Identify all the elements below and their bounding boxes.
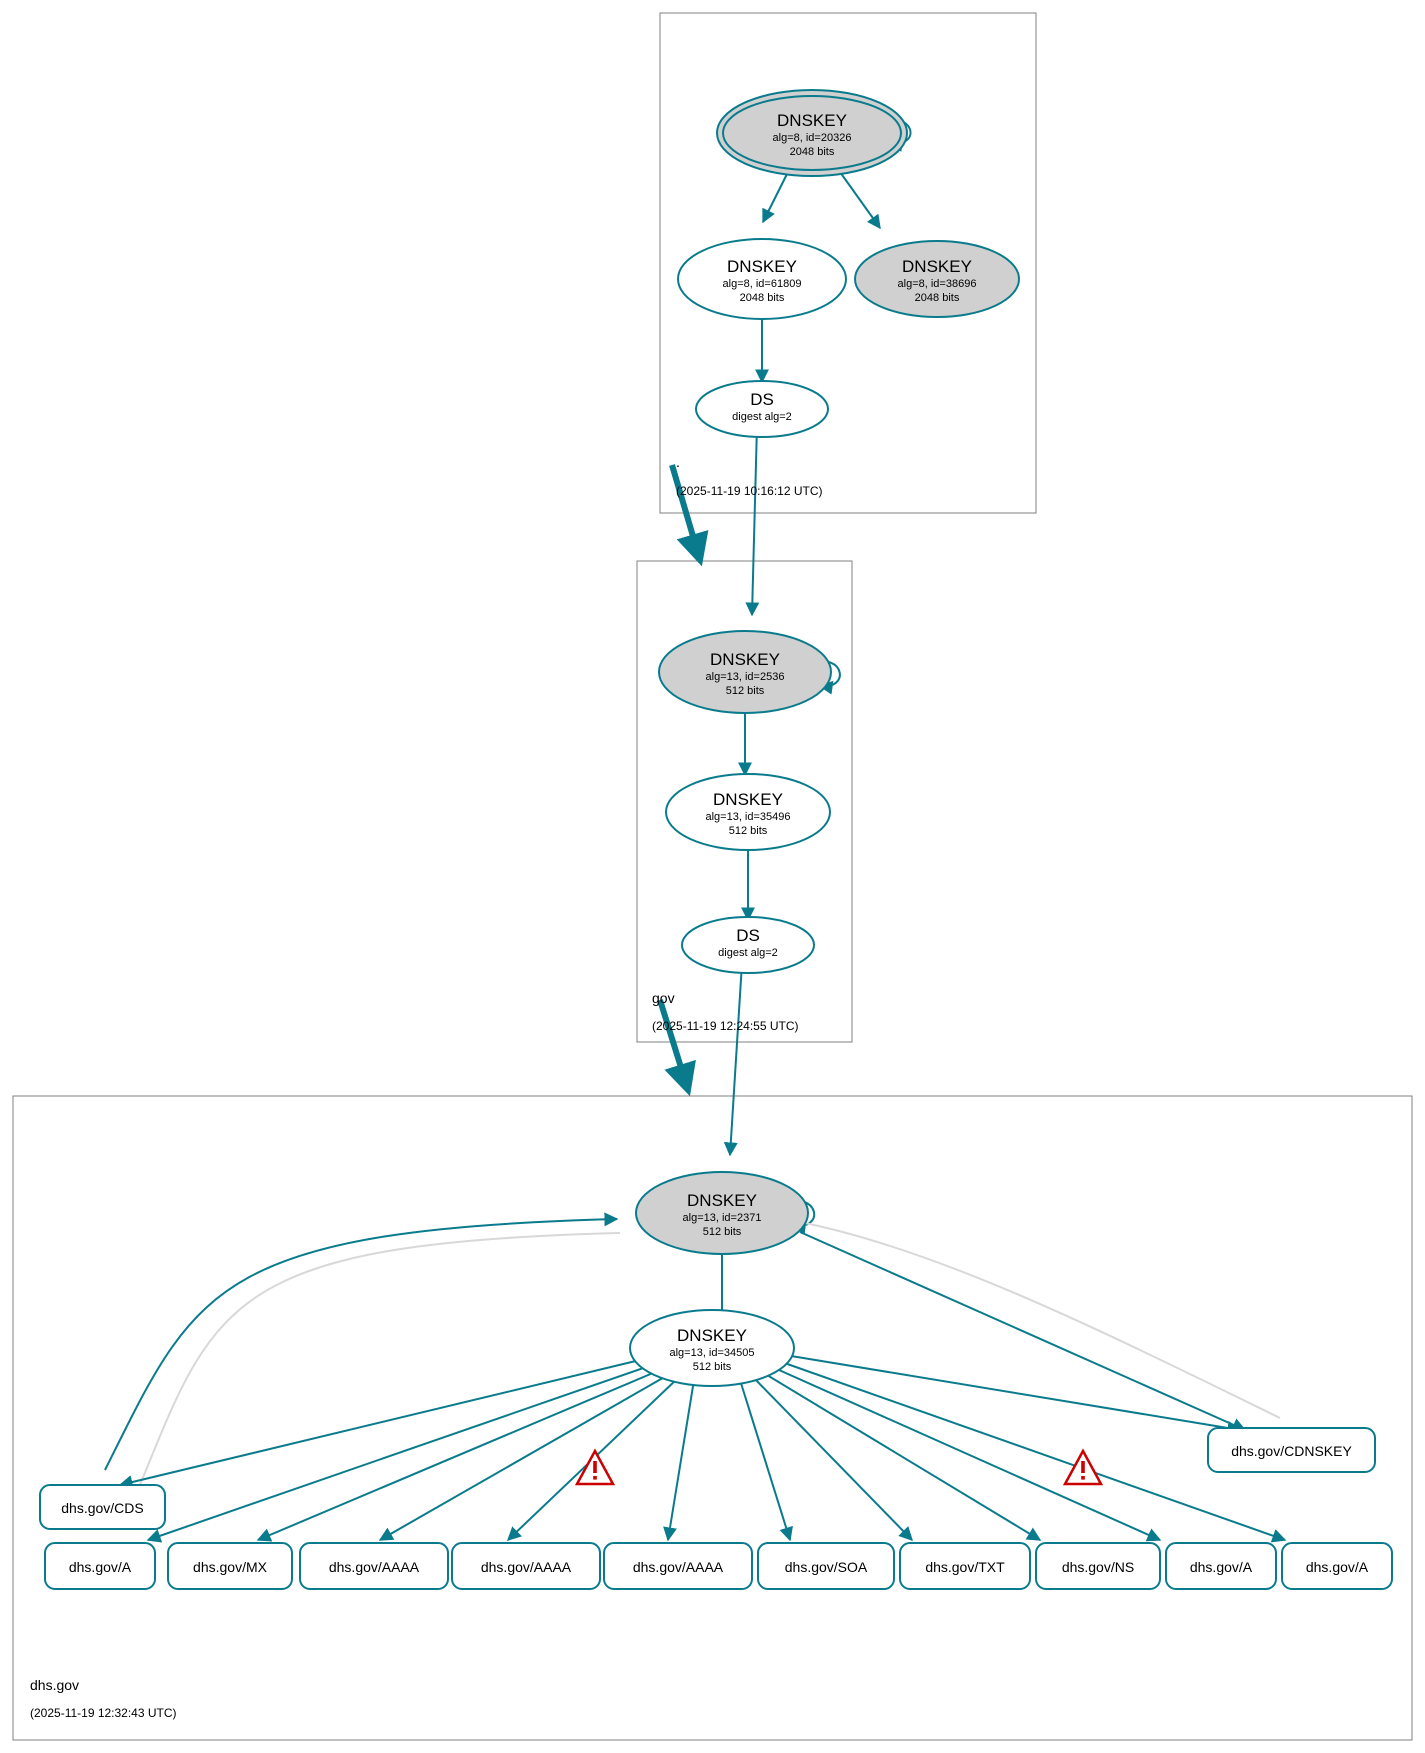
node-gov-ksk[interactable] [659, 631, 831, 713]
zone-timestamp-gov: (2025-11-19 12:24:55 UTC) [652, 1019, 799, 1033]
node-gov-zsk-title: DNSKEY [713, 790, 783, 809]
warning-icon-2[interactable] [1065, 1451, 1101, 1484]
rrset-aaaa-1[interactable] [300, 1543, 448, 1589]
rrset-a-2[interactable] [1166, 1543, 1276, 1589]
rrset-soa-label: dhs.gov/SOA [784, 1559, 868, 1575]
node-gov-zsk-line2: alg=13, id=35496 [705, 811, 791, 823]
warning-icon-1[interactable] [577, 1451, 613, 1484]
zone-label-dhsgov: dhs.gov [30, 1677, 80, 1693]
zone-timestamp-root: (2025-11-19 10:16:12 UTC) [676, 484, 823, 498]
edge-zsk-to-aaaa3 [668, 1380, 694, 1540]
edge-zsk-to-aaaa1 [380, 1375, 668, 1540]
edge-cds-grey [140, 1233, 620, 1485]
rrset-txt[interactable] [900, 1543, 1030, 1589]
node-dhs-zsk-title: DNSKEY [677, 1326, 747, 1345]
rrset-aaaa-3-label: dhs.gov/AAAA [632, 1559, 724, 1575]
node-root-zsk-38696-title: DNSKEY [902, 257, 972, 276]
node-root-ds-line2: digest alg=2 [732, 411, 792, 423]
node-root-zsk-38696-line2: alg=8, id=38696 [897, 278, 977, 290]
node-gov-ds-line2: digest alg=2 [718, 947, 778, 959]
rrset-aaaa-1-label: dhs.gov/AAAA [328, 1559, 420, 1575]
node-root-zsk-38696-line3: 2048 bits [914, 292, 960, 304]
node-gov-ksk-title: DNSKEY [710, 650, 780, 669]
node-root-ksk-line3: 2048 bits [789, 146, 835, 158]
node-gov-ksk-line3: 512 bits [725, 685, 765, 697]
edge-zone-gov-to-dhsgov [660, 1000, 688, 1090]
rrset-a-3-label: dhs.gov/A [1305, 1559, 1369, 1575]
node-root-zsk-61809[interactable] [678, 239, 846, 319]
node-root-ds[interactable] [696, 381, 828, 437]
node-gov-ds[interactable] [682, 917, 814, 973]
node-root-zsk-61809-title: DNSKEY [727, 257, 797, 276]
zone-timestamp-dhsgov: (2025-11-19 12:32:43 UTC) [30, 1706, 177, 1720]
node-root-zsk-61809-line3: 2048 bits [739, 292, 785, 304]
rrset-txt-label: dhs.gov/TXT [925, 1559, 1005, 1575]
rrset-aaaa-2[interactable] [452, 1543, 600, 1589]
node-dhs-ksk-line2: alg=13, id=2371 [682, 1212, 762, 1224]
edge-root-ds-to-gov-ksk [752, 425, 757, 615]
rrset-aaaa-3[interactable] [604, 1543, 752, 1589]
zone-label-root: . [676, 454, 680, 470]
node-dhs-ksk-title: DNSKEY [687, 1191, 757, 1210]
node-dhs-zsk-line2: alg=13, id=34505 [669, 1347, 755, 1359]
node-root-zsk-38696[interactable] [855, 241, 1019, 317]
node-gov-ksk-line2: alg=13, id=2536 [705, 671, 785, 683]
node-dhs-ksk[interactable] [636, 1172, 808, 1254]
rrset-a-1-label: dhs.gov/A [68, 1559, 132, 1575]
node-dhs-zsk-line3: 512 bits [692, 1361, 732, 1373]
node-root-zsk-61809-line2: alg=8, id=61809 [722, 278, 802, 290]
rrset-ns-label: dhs.gov/NS [1061, 1559, 1135, 1575]
rrset-cds-label: dhs.gov/CDS [61, 1500, 144, 1516]
rrset-cdnskey[interactable] [1208, 1428, 1375, 1472]
edge-zsk-to-ns [762, 1372, 1040, 1540]
rrset-mx[interactable] [168, 1543, 292, 1589]
node-gov-zsk[interactable] [666, 774, 830, 850]
rrset-mx-label: dhs.gov/MX [193, 1559, 267, 1575]
edge-zsk-to-mx [258, 1370, 660, 1540]
rrset-a-3[interactable] [1282, 1543, 1392, 1589]
edge-zsk-to-soa [740, 1380, 790, 1540]
edge-gov-ds-to-dhs-ksk [730, 963, 742, 1155]
rrset-soa[interactable] [758, 1543, 894, 1589]
edge-zsk-to-a1 [148, 1365, 652, 1540]
rrset-aaaa-2-label: dhs.gov/AAAA [480, 1559, 572, 1575]
node-dhs-ksk-line3: 512 bits [702, 1226, 742, 1238]
node-root-ksk[interactable] [717, 90, 907, 176]
node-dhs-zsk[interactable] [630, 1310, 794, 1386]
rrset-a-2-label: dhs.gov/A [1189, 1559, 1253, 1575]
edge-cdnskey-to-ksk [800, 1232, 1245, 1430]
rrset-a-1[interactable] [45, 1543, 155, 1589]
rrset-cdnskey-label: dhs.gov/CDNSKEY [1231, 1443, 1352, 1459]
node-root-ds-title: DS [750, 390, 774, 409]
node-gov-zsk-line3: 512 bits [728, 825, 768, 837]
node-root-ksk-line2: alg=8, id=20326 [772, 132, 852, 144]
zone-label-gov: gov [652, 990, 675, 1006]
node-gov-ds-title: DS [736, 926, 760, 945]
edge-zsk-to-cds [120, 1360, 640, 1485]
rrset-cds[interactable] [40, 1485, 165, 1529]
rrset-ns[interactable] [1036, 1543, 1160, 1589]
node-root-ksk-title: DNSKEY [777, 111, 847, 130]
edge-cdnskey-grey [800, 1222, 1280, 1418]
edge-root-ksk-to-61809 [763, 168, 790, 222]
